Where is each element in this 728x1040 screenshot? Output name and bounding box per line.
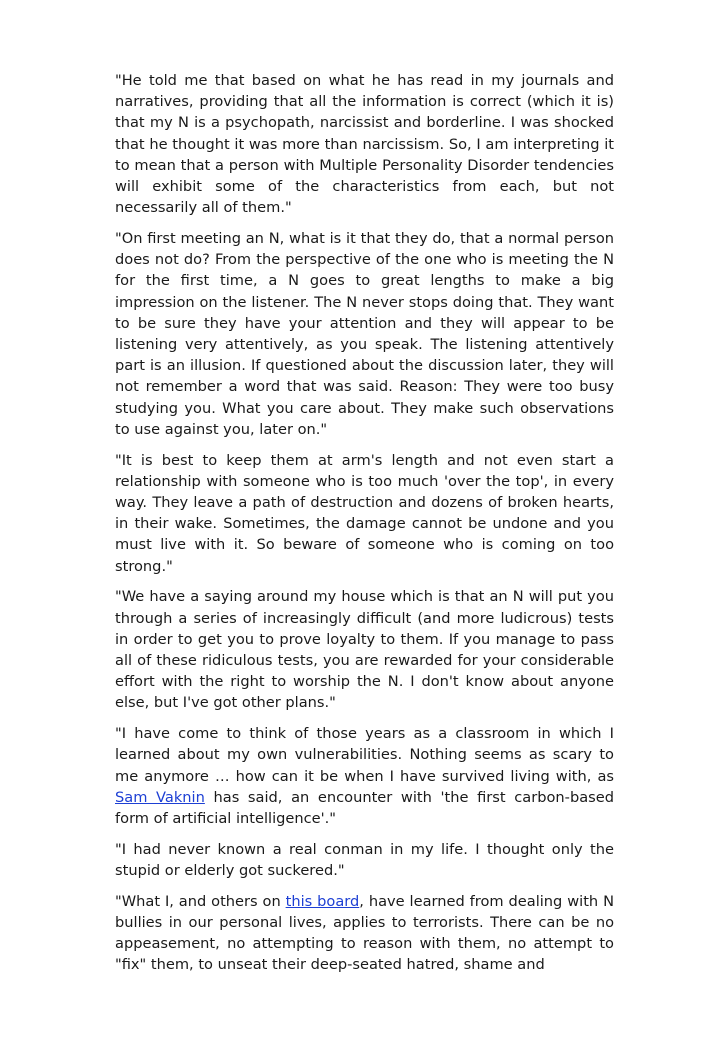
paragraph-5-text-after: has said, an encounter with 'the first carbon-based form of artificial intelligence'." <box>115 788 614 828</box>
this-board-link[interactable]: this board <box>285 892 360 910</box>
paragraph-1: "He told me that based on what he has read in my journals and narratives, providing that all the information is correct (which it is) that my N is a psychopath, narcissist and borderline. I was shocked that he thought it was more than narcissism. So, I am interpreting it to mean that a person with Multiple Personality Disorder tendencies will exhibit some of the characteristics from each, but not necessarily all of them." <box>115 72 614 217</box>
paragraph-6: "I had never known a real conman in my life. I thought only the stupid or elderly got suckered." <box>115 840 614 880</box>
document-body <box>115 70 614 985</box>
paragraph-7-text-before: "What I, and others on <box>115 892 286 910</box>
paragraph-5 <box>115 723 614 829</box>
paragraph-7-text-after: , have learned from dealing with N bullies in our personal lives, applies to terrorists. There can be no appeasement, no attempting to reason with them, no attempt to "fix" them, to unseat their deep-seated hatred, shame and <box>115 892 614 974</box>
paragraph-2: "On first meeting an N, what is it that they do, that a normal person does not do? From the perspective of the one who is meeting the N for the first time, a N goes to great lengths to make a big impression on the listener. The N never stops doing that. They want to be sure they have your attention and they will appear to be listening very attentively, as you speak. The listening attentively part is an illusion. If questioned about the discussion later, they will not remember a word that was said. Reason: They were too busy studying you. What you care about. They make such observations to use against you, later on." <box>115 230 614 438</box>
paragraph-4: "We have a saying around my house which is that an N will put you through a series of increasingly difficult (and more ludicrous) tests in order to get you to prove loyalty to them. If you manage to pass all of these ridiculous tests, you are rewarded for your considerable effort with the right to worship the N. I don't know about anyone else, but I've got other plans." <box>115 588 614 712</box>
paragraph-7 <box>115 891 614 976</box>
paragraph-3: "It is best to keep them at arm's length and not even start a relationship with someone who is too much 'over the top', in every way. They leave a path of destruction and dozens of broken hearts, in their wake. Sometimes, the damage cannot be undone and you must live with it. So beware of someone who is coming on too strong." <box>115 451 614 575</box>
sam-vaknin-link[interactable]: Sam Vaknin <box>115 788 205 806</box>
paragraph-5-text-before: "I have come to think of those years as a classroom in which I learned about my own vulnerabilities. Nothing seems as scary to me anymore … how can it be when I have survived living with, as <box>115 725 614 785</box>
